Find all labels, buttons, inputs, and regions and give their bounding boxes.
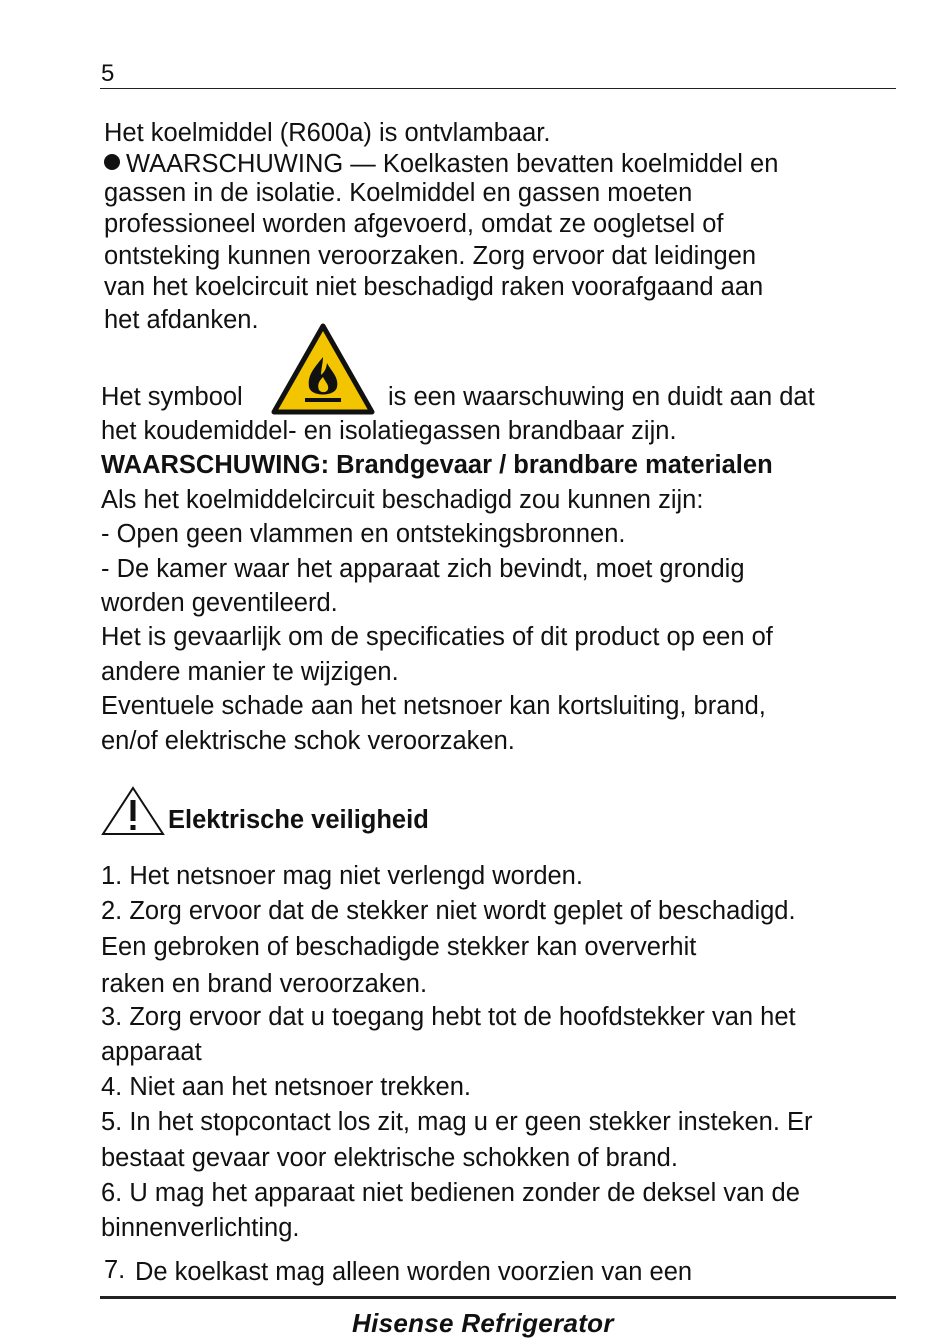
warning-triangle-icon: [101, 786, 165, 836]
electrical-safety-line: 6. U mag het apparaat niet bedienen zonder de deksel van de: [101, 1179, 800, 1207]
refrigerant-warning-line: van het koelcircuit niet beschadigd raken voorafgaand aan: [104, 273, 764, 301]
electrical-safety-line: 2. Zorg ervoor dat de stekker niet wordt geplet of beschadigd.: [101, 897, 796, 925]
symbol-text-line2: het koudemiddel- en isolatiegassen brandbaar zijn.: [101, 417, 677, 445]
item-7-text: De koelkast mag alleen worden voorzien van een: [135, 1258, 693, 1286]
flammable-material-warning-icon: [271, 323, 375, 415]
fire-hazard-line: en/of elektrische schok veroorzaken.: [101, 727, 515, 755]
refrigerant-warning-line: WAARSCHUWING — Koelkasten bevatten koelmiddel en: [104, 149, 778, 179]
footer-rule: [100, 1296, 896, 1299]
electrical-safety-line: 5. In het stopcontact los zit, mag u er geen stekker insteken. Er: [101, 1108, 813, 1136]
bullet-icon: [104, 154, 120, 170]
refrigerant-warning-line: gassen in de isolatie. Koelmiddel en gassen moeten: [104, 179, 693, 207]
electrical-safety-line: 1. Het netsnoer mag niet verlengd worden.: [101, 862, 583, 890]
footer-brand: Hisense Refrigerator: [352, 1308, 614, 1338]
electrical-safety-line: raken en brand veroorzaken.: [101, 970, 428, 998]
electrical-safety-line: 4. Niet aan het netsnoer trekken.: [101, 1073, 471, 1101]
fire-hazard-line: Eventuele schade aan het netsnoer kan kortsluiting, brand,: [101, 692, 766, 720]
symbol-text-after: is een waarschuwing en duidt aan dat: [388, 383, 815, 411]
electrical-safety-heading: Elektrische veiligheid: [168, 806, 429, 834]
item-7-number: 7.: [104, 1256, 126, 1284]
electrical-safety-line: bestaat gevaar voor elektrische schokken of brand.: [101, 1144, 678, 1172]
fire-hazard-line: worden geventileerd.: [101, 589, 338, 617]
refrigerant-warning-line: ontsteking kunnen veroorzaken. Zorg ervoor dat leidingen: [104, 242, 757, 270]
electrical-safety-line: Een gebroken of beschadigde stekker kan oververhit: [101, 933, 697, 961]
electrical-safety-line: 3. Zorg ervoor dat u toegang hebt tot de hoofdstekker van het: [101, 1003, 796, 1031]
page-number: 5: [101, 60, 115, 87]
fire-hazard-line: - De kamer waar het apparaat zich bevindt, moet grondig: [101, 555, 745, 583]
refrigerant-warning-line: het afdanken.: [104, 306, 259, 334]
fire-hazard-line: - Open geen vlammen en ontstekingsbronnen.: [101, 520, 626, 548]
electrical-safety-line: binnenverlichting.: [101, 1214, 300, 1242]
fire-hazard-line: Als het koelmiddelcircuit beschadigd zou kunnen zijn:: [101, 486, 704, 514]
fire-hazard-heading: WAARSCHUWING: Brandgevaar / brandbare materialen: [101, 451, 773, 479]
refrigerant-warning-line: professioneel worden afgevoerd, omdat ze oogletsel of: [104, 210, 724, 238]
fire-hazard-line: Het is gevaarlijk om de specificaties of dit product op een of: [101, 623, 773, 651]
header-rule: [100, 88, 896, 89]
electrical-safety-line: apparaat: [101, 1038, 202, 1066]
fire-hazard-line: andere manier te wijzigen.: [101, 658, 399, 686]
symbol-text-before: Het symbool: [101, 383, 243, 411]
refrigerant-intro: Het koelmiddel (R600a) is ontvlambaar.: [104, 119, 551, 147]
